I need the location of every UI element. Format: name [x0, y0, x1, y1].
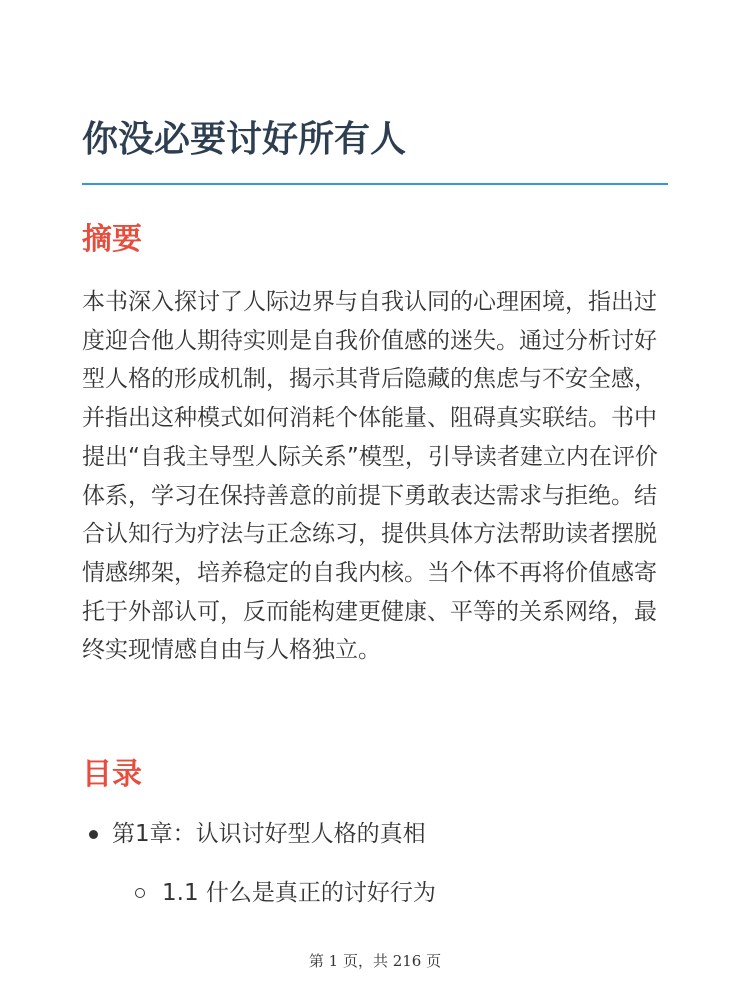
document-title: 你没必要讨好所有人 — [82, 119, 407, 160]
bullet-circle-icon — [135, 888, 145, 898]
toc-item-label: 第1章：认识讨好型人格的真相 — [112, 821, 426, 847]
page-number-footer: 第 1 页，共 216 页 — [308, 952, 442, 970]
document-page — [82, 0, 668, 1000]
toc-item-section-1-1[interactable] — [162, 873, 436, 913]
abstract-heading: 摘要 — [82, 222, 142, 257]
title-divider — [82, 183, 668, 185]
abstract-paragraph: 本书深入探讨了人际边界与自我认同的心理困境，指出过度迎合他人期待实则是自我价值感的迷失。通过分析讨好型人格的形成机制，揭示其背后隐藏的焦虑与不安全感，并指出这种模式如何消耗个体能量、阻碍真实联结。书中提出“自我主导型人际关系”模型，引导读者建立内在评价体系，学习在保持善意的前提下勇敢表达需求与拒绝。结合认知行为疗法与正念练习，提供具体方法帮助读者摆脱情感绑架，培养稳定的自我内核。当个体不再将价值感寄托于外部认可，反而能构建更健康、平等的关系网络，最终实现情感自由与人格独立。 — [82, 289, 658, 664]
toc-item-label: 1.1 什么是真正的讨好行为 — [162, 880, 436, 906]
toc-item-chapter-1[interactable] — [112, 814, 426, 854]
bullet-disc-icon — [89, 830, 98, 839]
toc-heading: 目录 — [82, 757, 142, 792]
